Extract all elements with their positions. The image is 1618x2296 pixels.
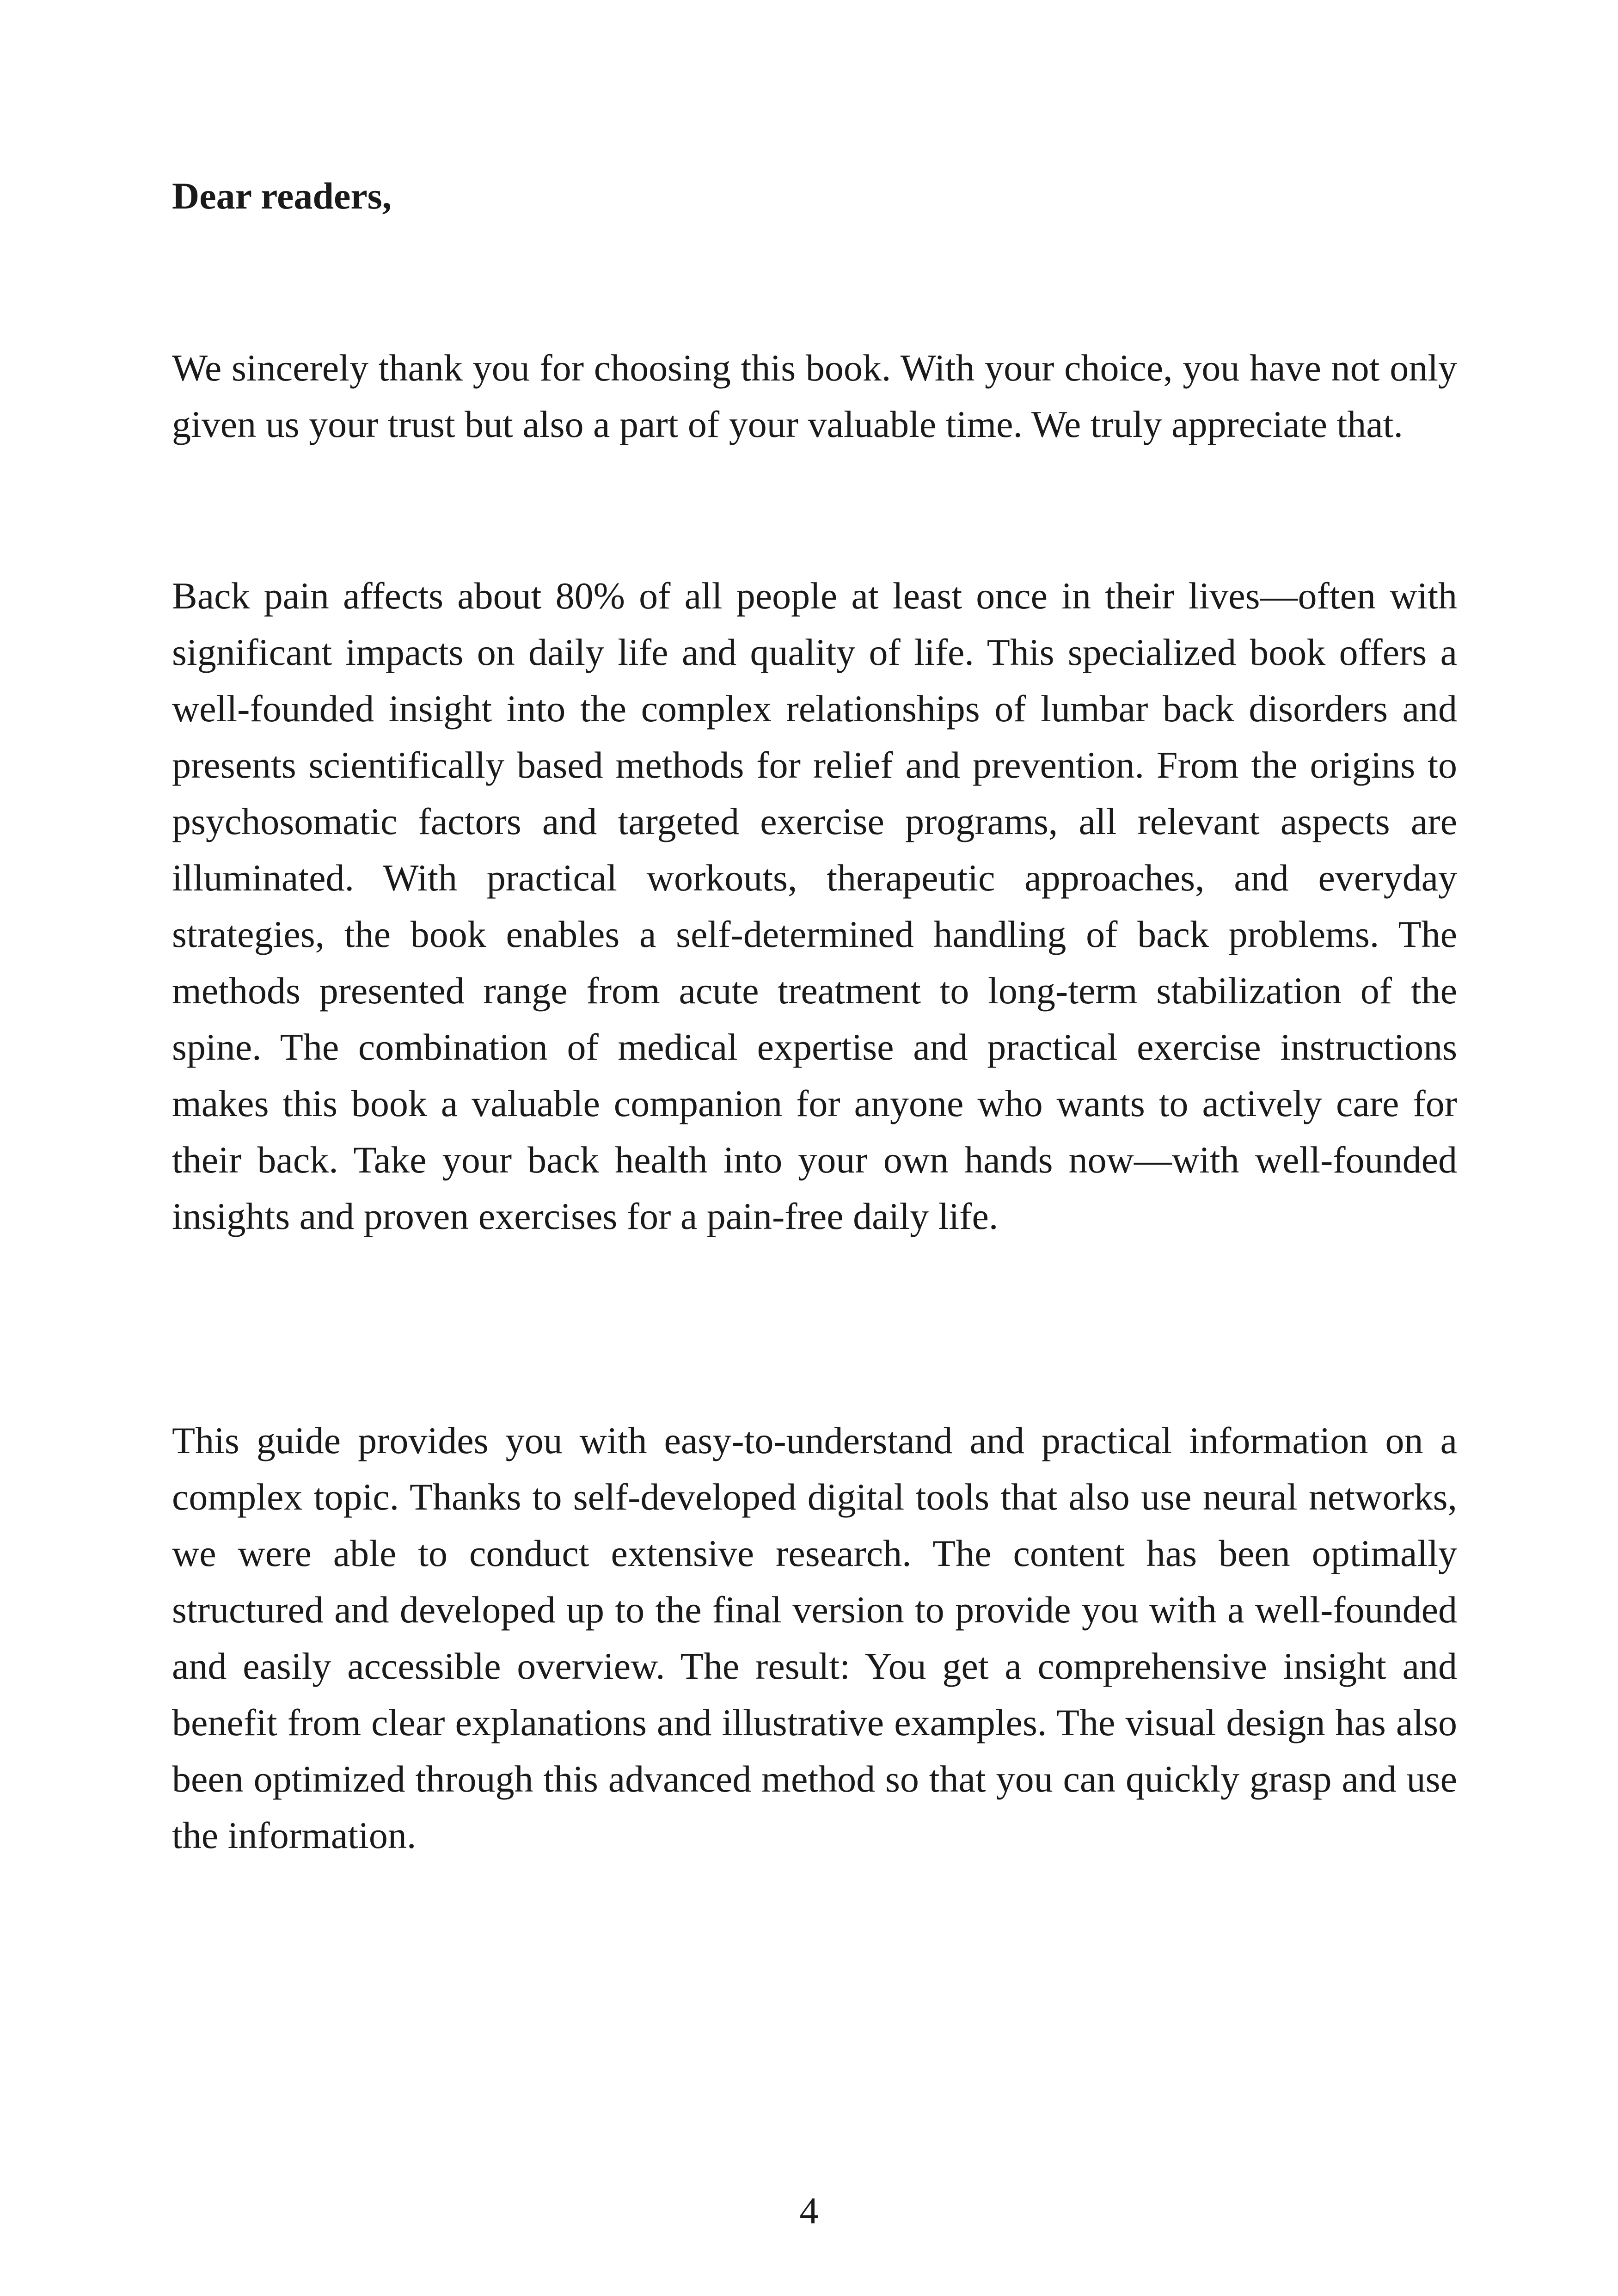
salutation-heading: Dear readers, [172,175,392,217]
paragraph-thanks: We sincerely thank you for choosing this book. With your choice, you have not only given us your trust but also a part of your valuable time. We truly appreciate that. [172,347,1457,445]
page-number: 4 [799,2190,819,2232]
paragraph-back-pain: Back pain affects about 80% of all people at least once in their lives—often with significant impacts on daily life and quality of life. This specialized book offers a well-founded insight into the complex relationships of lumbar back disorders and presents scientifically based methods for relief and prevention. From the origins to psychosomatic factors and targeted exercise programs, all relevant aspects are illuminated. With practical workouts, therapeutic approaches, and everyday strategies, the book enables a self-determined handling of back problems. The methods presented range from acute treatment to long-term stabilization of the spine. The combination of medical expertise and practical exercise instructions makes this book a valuable companion for anyone who wants to actively care for their back. Take your back health into your own hands now—with well-founded insights and proven exercises for a pain-free daily life. [172,575,1457,1237]
paragraph-guide: This guide provides you with easy-to-understand and practical information on a complex topic. Thanks to self-developed digital tools that also use neural networks, we were able to conduct extensive research. The content has been optimally structured and developed up to the final version to provide you with a well-founded and easily accessible overview. The result: You get a comprehensive insight and benefit from clear explanations and illustrative examples. The visual design has also been optimized through this advanced method so that you can quickly grasp and use the information. [172,1419,1457,1856]
